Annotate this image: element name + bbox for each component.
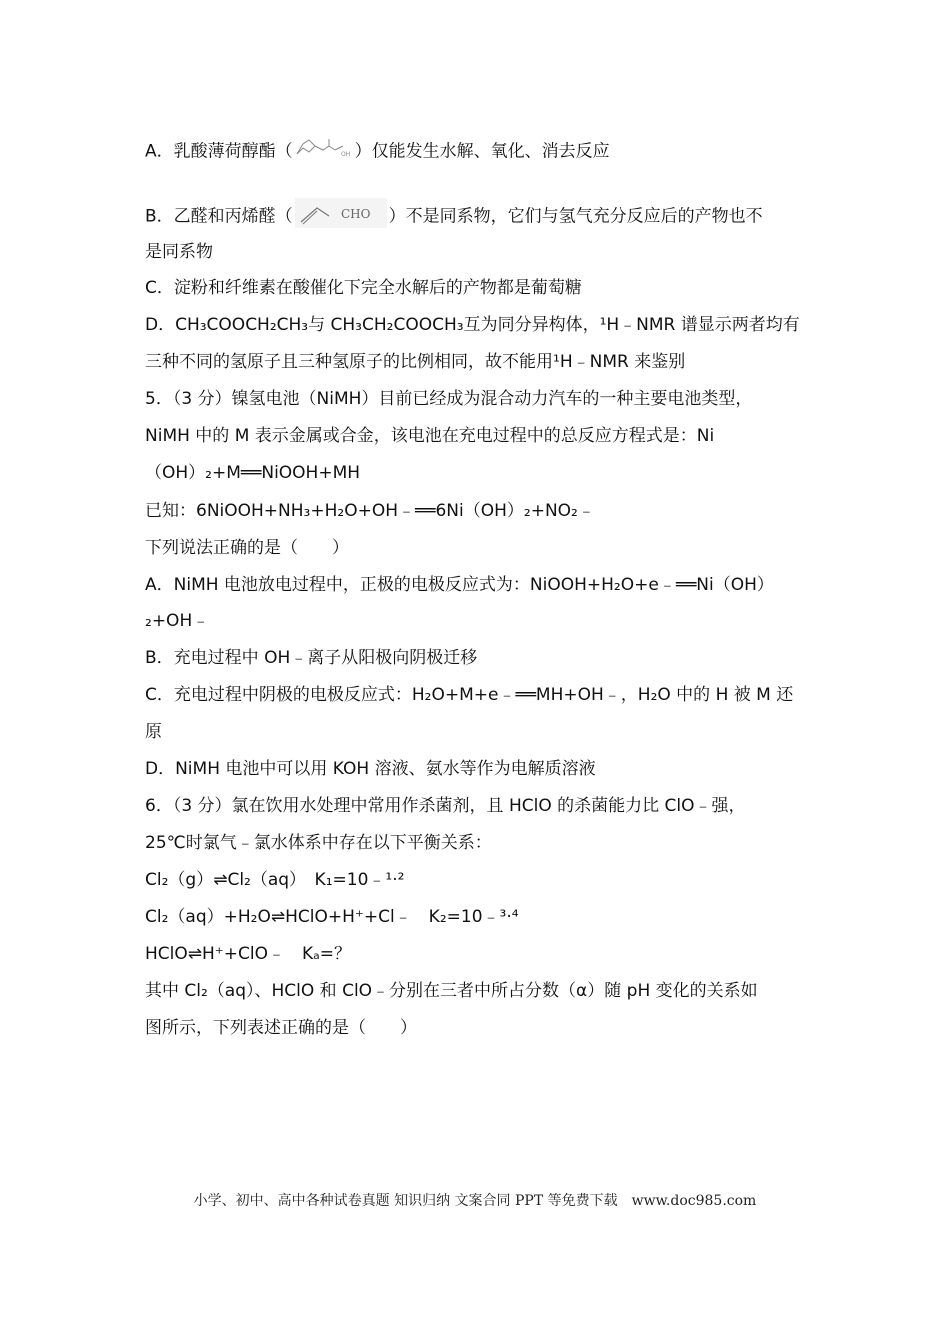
q5-option-b: B．充电过程中 OH﹣离子从阳极向阴极迁移 — [145, 648, 478, 668]
q6-equilibrium-2: Cl₂（aq）+H₂O⇌HClO+H⁺+Cl﹣ K₂=10﹣³·⁴ — [145, 907, 519, 927]
q5-stem-line1: 5．（3 分）镍氢电池（NiMH）目前已经成为混合动力汽车的一种主要电池类型， — [145, 389, 753, 409]
q4-option-d-line1: D．CH₃COOCH₂CH₃与 CH₃CH₂COOCH₃互为同分异构体，¹H﹣NMR 谱显示两者均有 — [145, 315, 800, 335]
lactic-menthyl-ester-structure-image — [295, 134, 353, 169]
q5-option-a-line1: A．NiMH 电池放电过程中，正极的电极反应式为：NiOOH+H₂O+e﹣══Ni（OH） — [145, 575, 774, 595]
q4-option-d-line2: 三种不同的氢原子且三种氢原子的比例相同，故不能用¹H﹣NMR 来鉴别 — [145, 352, 686, 372]
q6-stem-line2: 25℃时氯气﹣氯水体系中存在以下平衡关系： — [145, 833, 492, 853]
q6-equilibrium-3: HClO⇌H⁺+ClO﹣ Kₐ=？ — [145, 944, 352, 964]
svg-text:OH: OH — [340, 151, 350, 158]
q5-ask: 下列说法正确的是（ ） — [145, 538, 349, 558]
q6-equilibrium-1: Cl₂（g）⇌Cl₂（aq） K₁=10﹣¹·² — [145, 870, 405, 890]
q4-option-c: C．淀粉和纤维素在酸催化下完全水解后的产物都是葡萄糖 — [145, 278, 582, 298]
q5-option-c-line2: 原 — [145, 722, 162, 742]
q5-option-c-line1: C．充电过程中阴极的电极反应式：H₂O+M+e﹣══MH+OH﹣，H₂O 中的 H 被 M 还 — [145, 685, 794, 705]
q6-desc-line2: 图所示，下列表述正确的是（ ） — [145, 1018, 417, 1038]
q4-a-post: ）仅能发生水解、氧化、消去反应 — [354, 141, 610, 162]
q5-option-d: D．NiMH 电池中可以用 KOH 溶液、氨水等作为电解质溶液 — [145, 759, 596, 779]
svg-text:CHO: CHO — [340, 207, 371, 221]
q5-stem-line3: （OH）₂+M══NiOOH+MH — [145, 463, 361, 483]
page-footer: 小学、初中、高中各种试卷真题 知识归纳 文案合同 PPT 等免费下载 www.doc985.com — [193, 1193, 757, 1209]
q6-stem-line1: 6．（3 分）氯在饮用水处理中常用作杀菌剂，且 HClO 的杀菌能力比 ClO﹣强， — [145, 796, 746, 816]
q6-desc-line1: 其中 Cl₂（aq）、HClO 和 ClO﹣分别在三者中所占分数（α）随 pH 变化的关系如 — [145, 981, 758, 1001]
q4-a-pre: A．乳酸薄荷醇酯（ — [145, 141, 293, 162]
q4-b-pre: B．乙醛和丙烯醛（ — [145, 206, 293, 227]
q4-option-a — [145, 134, 610, 169]
q5-stem-line2: NiMH 中的 M 表示金属或合金，该电池在充电过程中的总反应方程式是：Ni — [145, 426, 715, 446]
q5-option-a-line2: ₂+OH﹣ — [145, 611, 210, 631]
q4-b-cont: 是同系物 — [145, 242, 213, 262]
acrolein-structure-image — [295, 198, 387, 235]
q4-option-b — [145, 198, 763, 235]
q5-known: 已知：6NiOOH+NH₃+H₂O+OH﹣══6Ni（OH）₂+NO₂﹣ — [145, 501, 595, 521]
q4-b-post: ）不是同系物，它们与氢气充分反应后的产物也不 — [388, 206, 763, 227]
